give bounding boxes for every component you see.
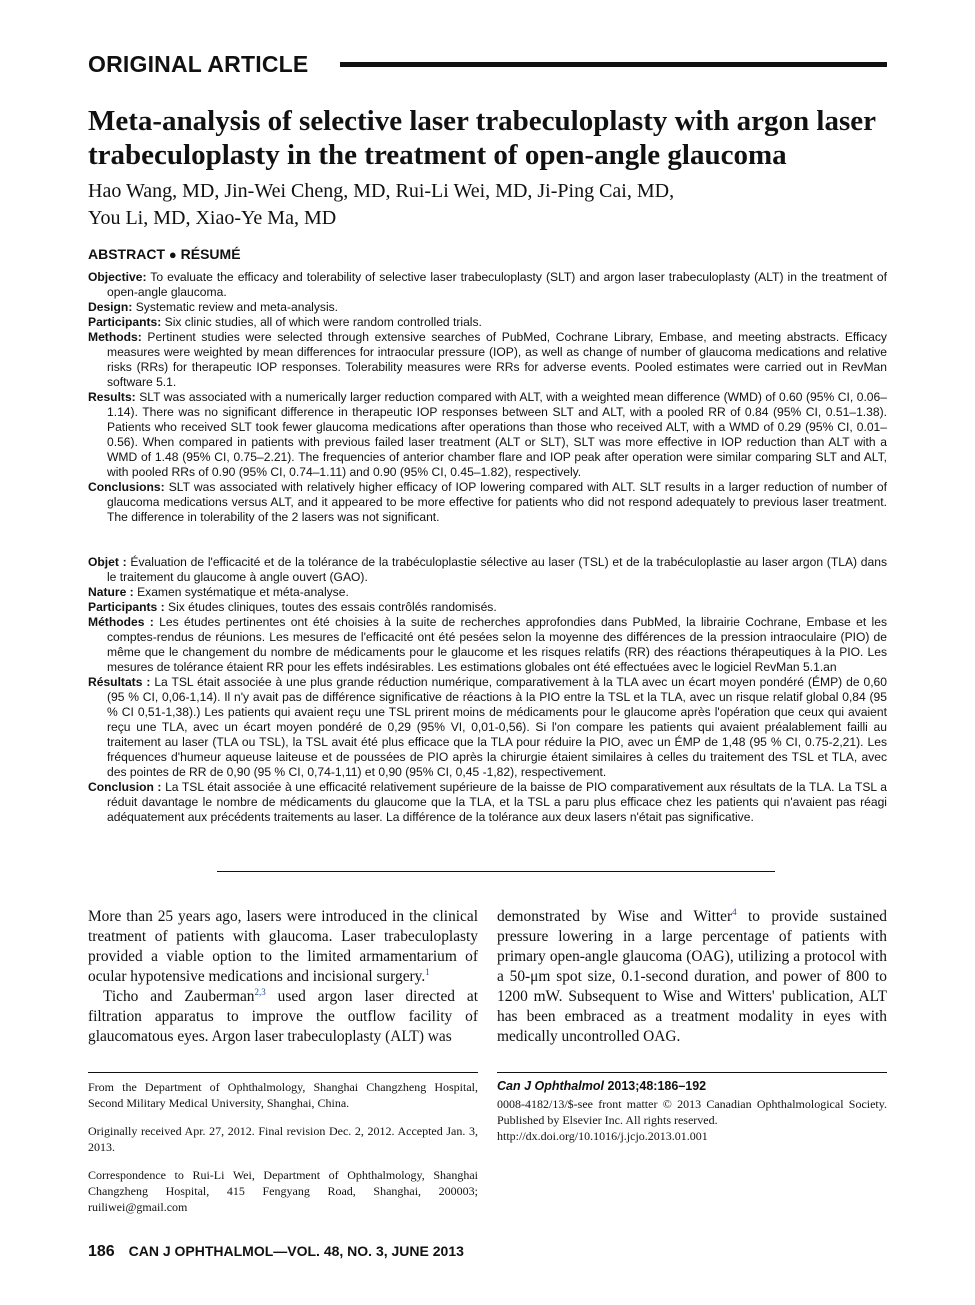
resume-text: Six études cliniques, toutes des essais contrôlés randomisés. xyxy=(168,600,497,614)
page-number: 186 xyxy=(88,1243,115,1260)
footnotes-right xyxy=(497,1078,887,1144)
article-title: Meta-analysis of selective laser trabeculoplasty with argon laser trabeculoplasty in the treatment of open-angle glaucoma xyxy=(88,105,876,171)
bullet-icon: ● xyxy=(168,247,177,262)
resume-section xyxy=(88,600,887,615)
header-rule xyxy=(340,62,887,67)
journal-citation: 2013;48:186–192 xyxy=(607,1079,707,1093)
copyright-note: 0008-4182/13/$-see front matter © 2013 Canadian Ophthalmological Society. Published by Elsevier Inc. All rights reserved. xyxy=(497,1097,887,1127)
resume-text: La TSL était associée à une efficacité relativement supérieure de la baisse de PIO comparativement aux résultats de la TLA. La TSL a réduit davantage le nombre de médicaments du glaucome que la TLA, et la TSL a paru plus efficace chez les patients qui n'avaient pas réagi adéquatement aux précédents traitements au laser. La différence de la tolérance aux deux lasers n'était pas significative. xyxy=(107,780,887,824)
affiliation-note: From the Department of Ophthalmology, Shanghai Changzheng Hospital, Second Military Medical University, Shanghai, China. xyxy=(88,1080,478,1110)
resume-text: La TSL était associée à une plus grande réduction numérique, comparativement à la TLA avec un écart moyen pondéré (ÉMP) de 0,60 (95 % CI, 0,06-1,14). Il n'y avait pas de différence significative de réactions à la PIO entre la TSL et la TLA, avec un risque relatif global 0,84 (95 % CI 0,51-1,38).) Les patients qui avaient reçu une TSL prirent moins de médicaments pour le glaucome après l'opération que ceux qui avaient reçu une TLA, avec un écart moyen pondéré de 0,29 (95% VI, 0,01-0,56). Si l'on compare les patients qui avaient préalablement failli au traitement au laser (TLA ou TSL), la TSL avait été plus efficace que la TLA pour réduire la PIO, avec un ÉMP de 1,48 (95 % CI, 0.75-2,21). Les fréquences d'humeur aqueuse laiteuse et de poussées de PIO après la chirurgie étaient similaires à celles du traitement des TSL et TLA, avec des pointes de RR de 0,90 (95 % CI, 0,74-1,11) et 0,90 (95% CI, 0,45 -1,82), respectivement. xyxy=(107,675,888,779)
reference-link[interactable]: 1 xyxy=(425,966,430,977)
resume-section xyxy=(88,585,887,600)
abstract-text: SLT was associated with relatively higher efficacy of IOP lowering compared with ALT. SLT results in a larger reduction of number of glaucoma medications versus ALT, and it appeared to be more effective for patients who did not respond adequately to previous laser treatment. The difference in tolerability of the 2 lasers was not significant. xyxy=(107,480,887,524)
doi-link[interactable]: http://dx.doi.org/10.1016/j.jcjo.2013.01.001 xyxy=(497,1129,708,1143)
resume-label: Conclusion : xyxy=(88,780,162,794)
article-authors xyxy=(88,178,888,232)
journal-reference xyxy=(497,1078,887,1094)
section-label: ORIGINAL ARTICLE xyxy=(88,51,309,77)
abstract-french xyxy=(88,555,887,825)
resume-section xyxy=(88,615,887,675)
abstract-label: Participants: xyxy=(88,315,162,329)
abstract-section xyxy=(88,270,887,300)
abstract-section xyxy=(88,390,887,480)
abstract-section xyxy=(88,300,887,315)
body-paragraph: More than 25 years ago, lasers were introduced in the clinical treatment of patients with glaucoma. Laser trabeculoplasty provided a viable option to the limited armamentarium of ocular hypotensive medications and incisional surgery.$^1$ xyxy=(88,908,478,985)
abstract-text: SLT was associated with a numerically larger reduction compared with ALT, with a weighted mean difference (WMD) of 0.60 (95% CI, 0.06–1.14). There was no significant difference in therapeutic IOP responses between SLT and ALT, with a pooled RR of 0.84 (95% CI, 0.51–1.38). Patients who received SLT took fewer glaucoma medications after operations than those who received ALT, with a WMD of 0.29 (95% CI, 0.01–0.56). When compared in patients with previous failed laser treatment (ALT or SLT), SLT was more effective in IOP reduction than ALT with a WMD of 1.48 (95% CI, 0.75–2.21). The frequencies of anterior chamber flare and IOP peak after operation were similar comparing SLT and ALT, with pooled RRs of 0.90 (95% CI, 0.74–1.11) and 0.90 (95% CI, 0.45–1.82), respectively. xyxy=(107,390,887,479)
authors-line-2: You Li, MD, Xiao-Ye Ma, MD xyxy=(88,207,337,229)
abstract-label: Results: xyxy=(88,390,136,404)
resume-section xyxy=(88,555,887,585)
footnote-rule-left xyxy=(88,1072,478,1073)
abstract-heading-fr: RÉSUMÉ xyxy=(180,246,241,262)
body-paragraph: Ticho and Zauberman$^{2,3}$ used argon laser directed at filtration apparatus to improve the outflow facility of glaucomatous eyes. Argon laser trabeculoplasty (ALT) was xyxy=(88,986,478,1045)
journal-name: Can J Ophthalmol xyxy=(497,1079,604,1093)
abstract-section xyxy=(88,480,887,525)
body-column-right xyxy=(497,907,887,1047)
correspondence-note: Correspondence to Rui-Li Wei, Department of Ophthalmology, Shanghai Changzheng Hospital, 415 Fengyang Road, Shanghai, 200003; ruiliwei@gmail.com xyxy=(88,1168,478,1214)
abstract-heading xyxy=(88,246,241,262)
abstract-section xyxy=(88,315,887,330)
resume-label: Résultats : xyxy=(88,675,151,689)
resume-label: Objet : xyxy=(88,555,127,569)
abstract-divider xyxy=(217,871,775,872)
authors-line-1: Hao Wang, MD, Jin-Wei Cheng, MD, Rui-Li Wei, MD, Ji-Ping Cai, MD, xyxy=(88,180,675,202)
body-paragraph: demonstrated by Wise and Witter$^4$ to provide sustained pressure lowering in a large percentage of patients with primary open-angle glaucoma (OAG), utilizing a protocol with a 50-μm spot size, 0.1-second duration, and power of 800 to 1200 mW. Subsequent to Wise and Witters' publication, ALT has been embraced as a treatment modality in eyes with medically uncontrolled OAG. xyxy=(497,906,888,1045)
resume-text: Les études pertinentes ont été choisies à la suite de recherches approfondies dans PubMed, la librairie Cochrane, Embase et les comptes-rendus de réunions. Les mesures de l'efficacité ont été pesées selon la moyenne des différences de la pression intraoculaire (PIO) de même que le changement du nombre de médicaments pour le glaucome et les risques relatifs (RR) des réactions thérapeutiques à la PIO. Les mesures de tolérance étaient RR pour les effets indésirables. Les estimations globales ont été effectuées avec le logiciel RevMan 5.1.an xyxy=(107,615,887,674)
page-footer xyxy=(88,1243,464,1261)
footnote-rule-right xyxy=(497,1072,887,1073)
abstract-label: Conclusions: xyxy=(88,480,165,494)
resume-text: Examen systématique et méta-analyse. xyxy=(137,585,349,599)
resume-label: Méthodes : xyxy=(88,615,154,629)
resume-text: Évaluation de l'efficacité et de la tolérance de la trabéculoplastie sélective au laser (TSL) et de la trabéculoplastie au laser argon (TLA) dans le traitement du glaucome à angle ouvert (GAO). xyxy=(107,555,887,584)
journal-info: CAN J OPHTHALMOL—VOL. 48, NO. 3, JUNE 2013 xyxy=(128,1243,464,1259)
resume-label: Participants : xyxy=(88,600,165,614)
abstract-label: Objective: xyxy=(88,270,147,284)
received-note: Originally received Apr. 27, 2012. Final revision Dec. 2, 2012. Accepted Jan. 3, 2013. xyxy=(88,1124,478,1154)
abstract-text: Pertinent studies were selected through extensive searches of PubMed, Cochrane Library, Embase, and meeting abstracts. Efficacy measures were weighted by mean differences for intraocular pressure (IOP), as well as change of number of glaucoma medications and relative risks (RRs) for therapeutic IOP responses. Tolerability measures were RRs for adverse events. Pooled estimates were carried out in RevMan software 5.1. xyxy=(107,330,887,389)
resume-section xyxy=(88,780,887,825)
abstract-heading-en: ABSTRACT xyxy=(88,246,165,262)
abstract-english xyxy=(88,270,887,525)
abstract-label: Methods: xyxy=(88,330,142,344)
footnotes-left xyxy=(88,1079,478,1227)
reference-link[interactable]: 4 xyxy=(732,906,737,917)
abstract-text: To evaluate the efficacy and tolerability of selective laser trabeculoplasty (SLT) and argon laser trabeculoplasty (ALT) in the treatment of open-angle glaucoma. xyxy=(107,270,887,299)
reference-link[interactable]: 2,3 xyxy=(254,986,266,997)
abstract-label: Design: xyxy=(88,300,133,314)
resume-section xyxy=(88,675,887,780)
resume-label: Nature : xyxy=(88,585,134,599)
abstract-text: Six clinic studies, all of which were random controlled trials. xyxy=(164,315,482,329)
abstract-text: Systematic review and meta-analysis. xyxy=(135,300,339,314)
body-column-left xyxy=(88,907,478,1047)
abstract-section xyxy=(88,330,887,390)
